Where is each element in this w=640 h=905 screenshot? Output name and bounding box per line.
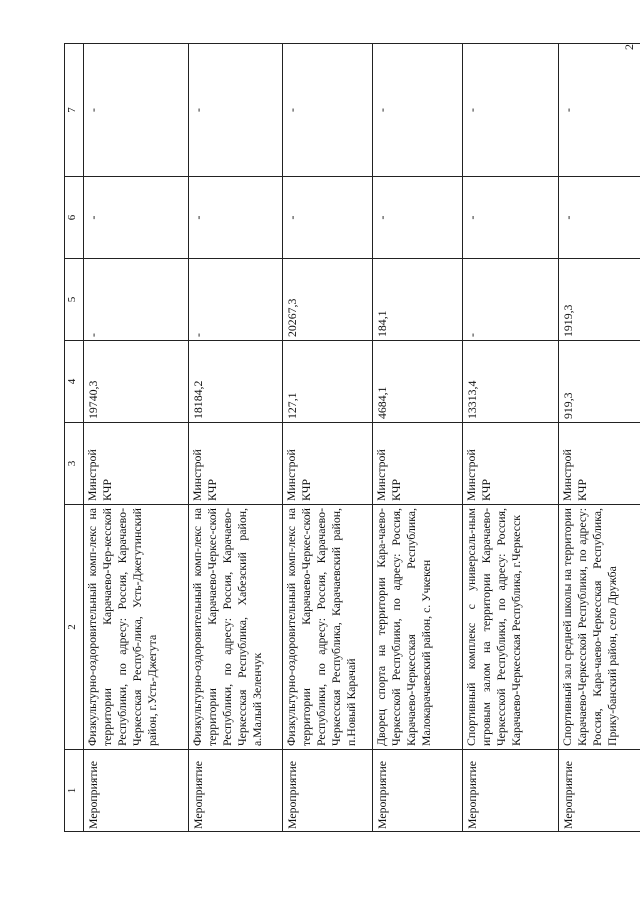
value-col7-cell: -	[462, 44, 558, 177]
value-col4-cell: 127,1	[282, 341, 372, 423]
agency-cell: Минстрой КЧР	[84, 423, 189, 505]
column-header: 3	[65, 423, 84, 505]
description-cell: Дворец спорта на территории Кара-чаево-Черкесской Республики, по адресу: Россия, Карачаево-Черкесская Республика, Малокарачаевский район, с. Учкекен	[372, 505, 462, 750]
value-col4-cell: 19740,3	[84, 341, 189, 423]
value-col5-cell: -	[188, 259, 282, 341]
agency-cell: Минстрой КЧР	[462, 423, 558, 505]
value-col7-cell: -	[558, 44, 640, 177]
table-row	[372, 44, 462, 832]
row-type-cell: Мероприятие	[558, 750, 640, 832]
description-cell: Физкультурно-оздоровительный комп-лекс на территории Карачаево-Черкес-ской Республики, по адресу: Россия, Карачаево-Черкесская Республика, Карачаевский район, п.Новый Карачай	[282, 505, 372, 750]
value-col6-cell: -	[188, 177, 282, 259]
description-cell: Спортивный комплекс с универсаль-ным игровым залом на территории Карачаево-Черкесской Республики, по адресу: Россия, Карачаево-Черкесская Республика, г.Черкесск	[462, 505, 558, 750]
value-col5-cell: 20267,3	[282, 259, 372, 341]
description-cell: Физкультурно-оздоровительный комп-лекс на территории Карачаево-Чер-кесской Республики, по адресу: Россия, Карачаево-Черкесская Респуб-лика, Усть-Джегутинский район, г.Усть-Джегута	[84, 505, 189, 750]
value-col6-cell: -	[372, 177, 462, 259]
value-col4-cell: 4684,1	[372, 341, 462, 423]
value-col4-cell: 18184,2	[188, 341, 282, 423]
column-header: 5	[65, 259, 84, 341]
row-type-cell: Мероприятие	[188, 750, 282, 832]
description-cell: Спортивный зал средней школы на территории Карачаево-Черкесской Республики, по адресу: Россия, Кара-чаево-Черкесская Республика, Прику-банский район, село Дружба	[558, 505, 640, 750]
agency-cell: Минстрой КЧР	[188, 423, 282, 505]
value-col6-cell: -	[282, 177, 372, 259]
agency-cell: Минстрой КЧР	[282, 423, 372, 505]
value-col7-cell: -	[188, 44, 282, 177]
value-col7-cell: -	[372, 44, 462, 177]
row-type-cell: Мероприятие	[462, 750, 558, 832]
value-col5-cell: -	[84, 259, 189, 341]
column-header: 2	[65, 505, 84, 750]
value-col4-cell: 919,3	[558, 341, 640, 423]
table-row	[558, 44, 640, 832]
page-number: 2	[622, 44, 636, 50]
value-col7-cell: -	[84, 44, 189, 177]
value-col6-cell: -	[84, 177, 189, 259]
value-col6-cell: -	[558, 177, 640, 259]
data-table	[64, 43, 640, 832]
value-col5-cell: 1919,3	[558, 259, 640, 341]
rotated-table-container	[64, 44, 640, 832]
row-type-cell: Мероприятие	[282, 750, 372, 832]
header-row	[65, 44, 84, 832]
agency-cell: Минстрой КЧР	[372, 423, 462, 505]
column-header: 4	[65, 341, 84, 423]
column-header: 7	[65, 44, 84, 177]
column-header: 6	[65, 177, 84, 259]
table-row	[84, 44, 189, 832]
table-row	[188, 44, 282, 832]
value-col7-cell: -	[282, 44, 372, 177]
table-row	[462, 44, 558, 832]
row-type-cell: Мероприятие	[84, 750, 189, 832]
description-cell: Физкультурно-оздоровительный комп-лекс на территории Карачаево-Черкес-ской Республики, по адресу: Россия, Карачаево-Черкесская Республика, Хабезский район, а.Малый Зеленчук	[188, 505, 282, 750]
value-col5-cell: -	[462, 259, 558, 341]
column-header: 1	[65, 750, 84, 832]
table-row	[282, 44, 372, 832]
agency-cell: Минстрой КЧР	[558, 423, 640, 505]
value-col4-cell: 13313,4	[462, 341, 558, 423]
value-col6-cell: -	[462, 177, 558, 259]
value-col5-cell: 184,1	[372, 259, 462, 341]
row-type-cell: Мероприятие	[372, 750, 462, 832]
